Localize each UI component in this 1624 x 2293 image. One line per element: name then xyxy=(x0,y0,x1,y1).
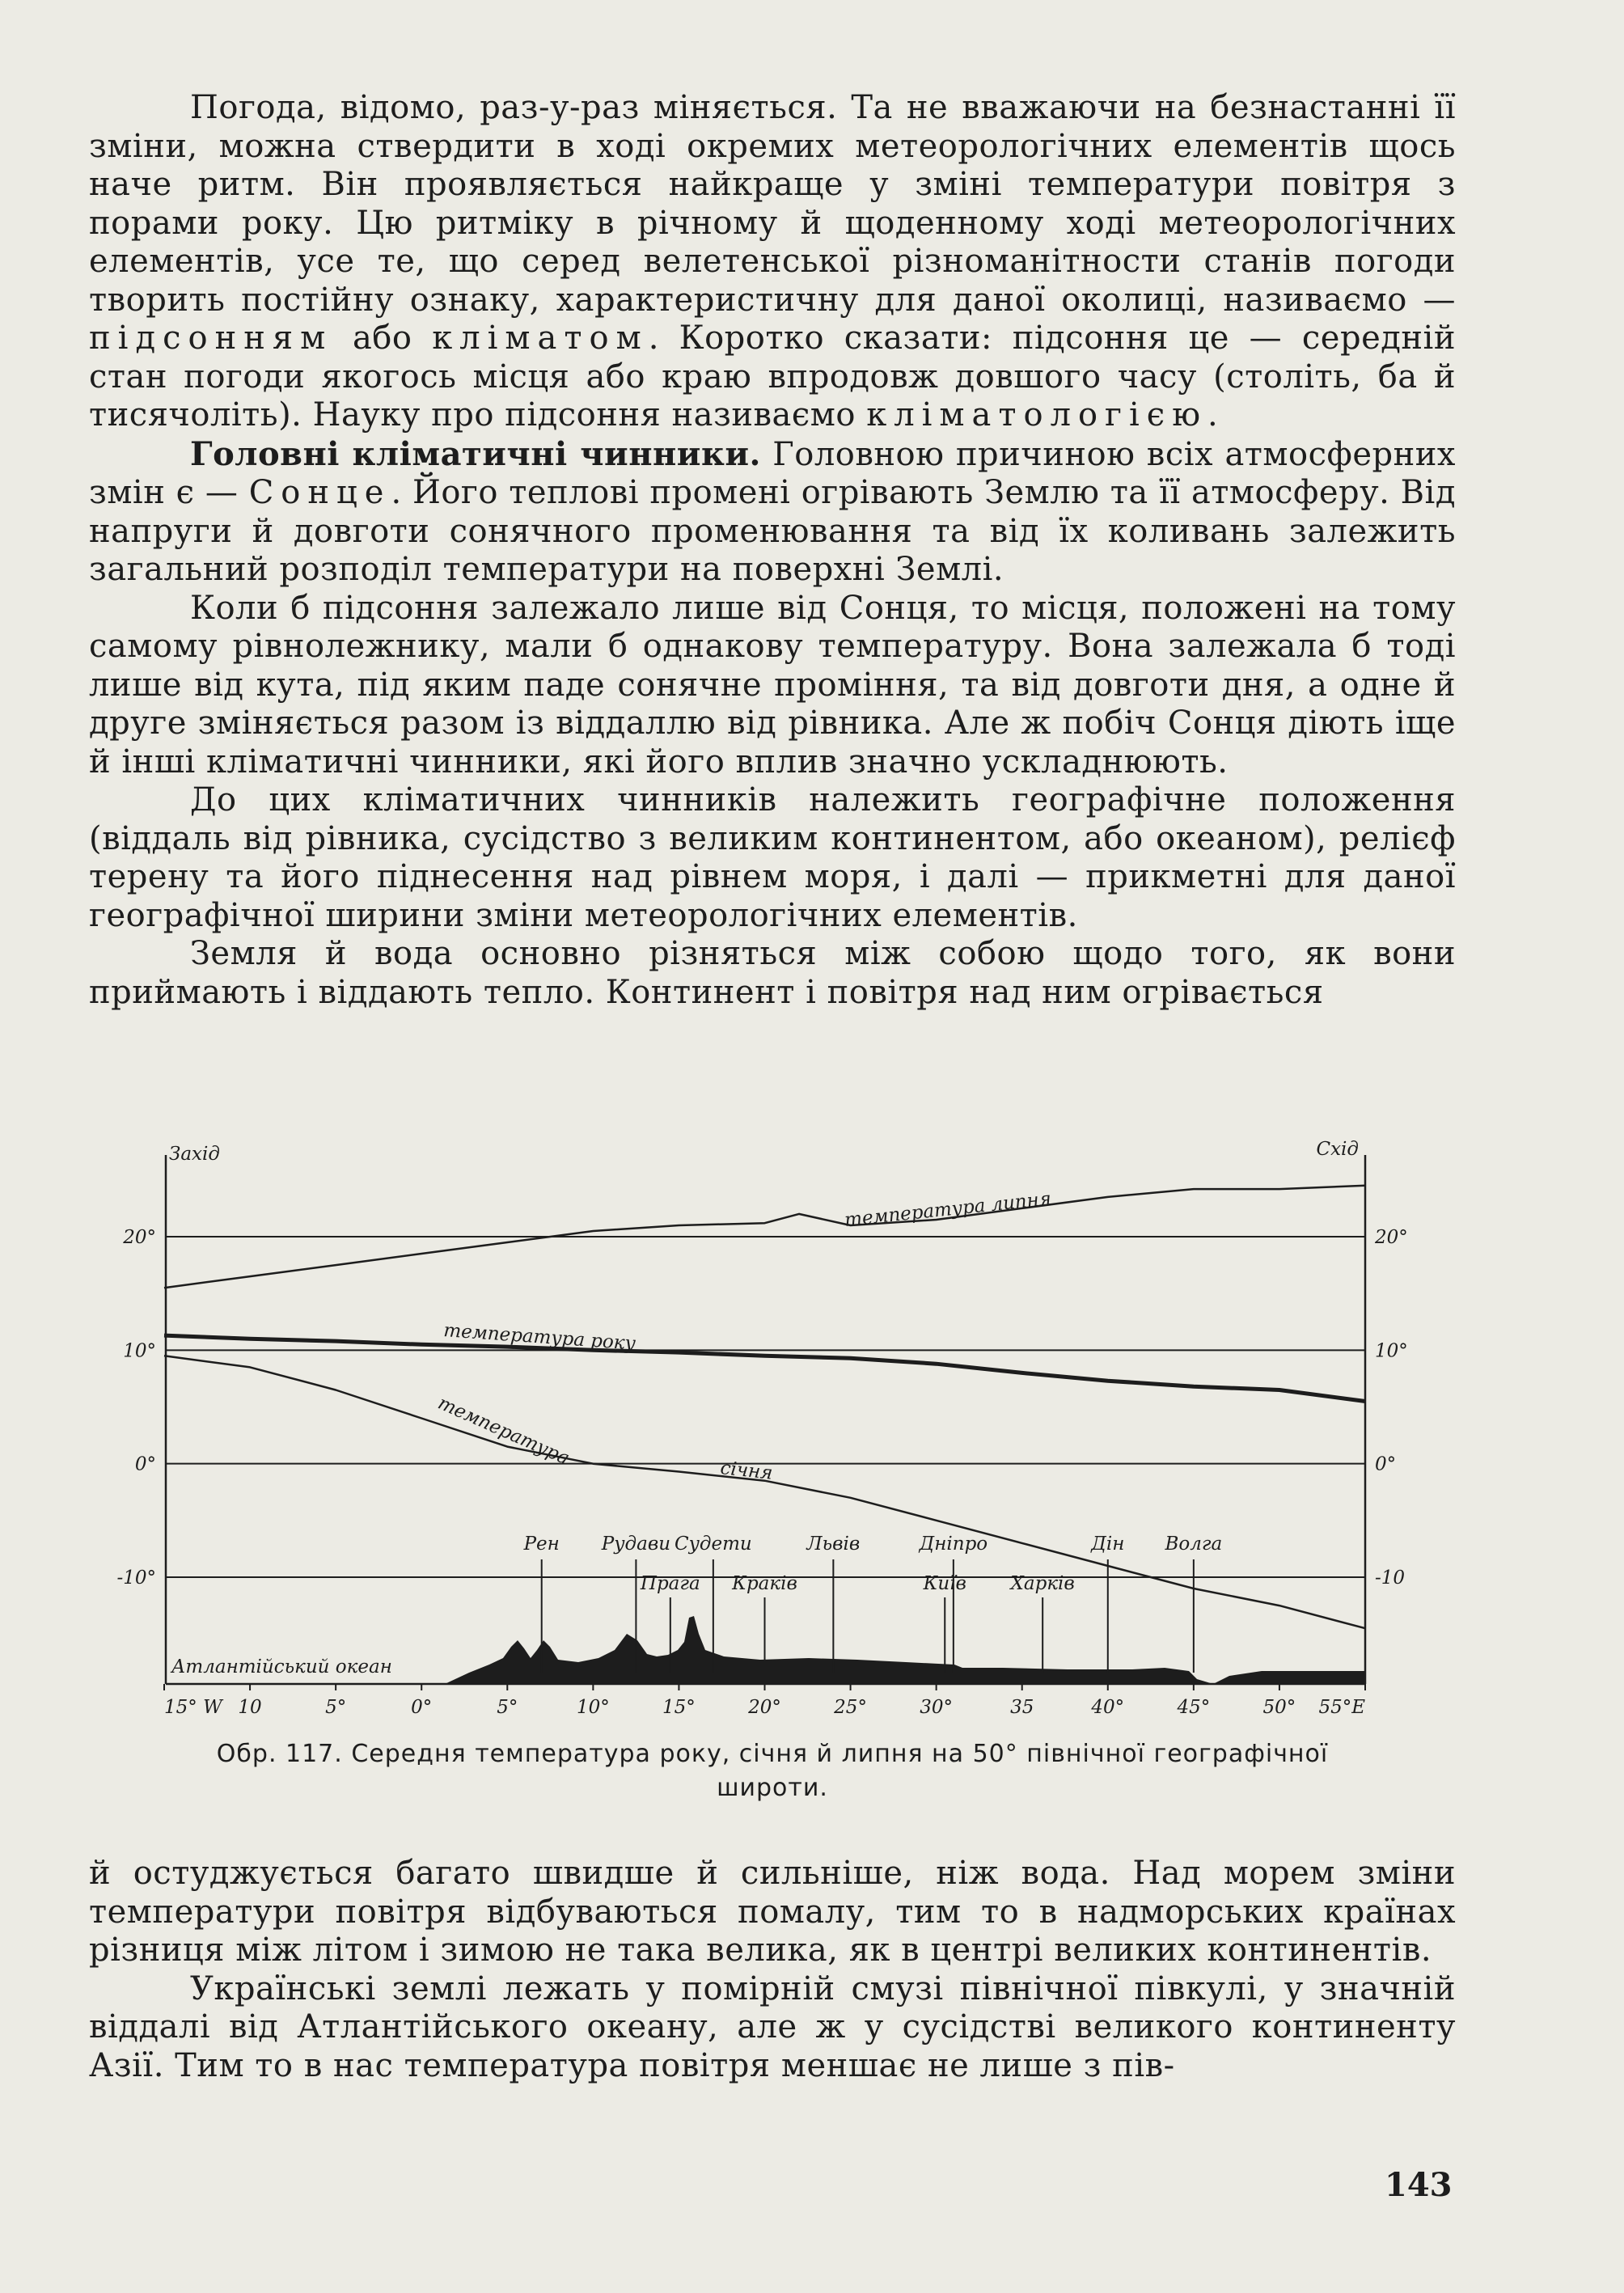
series-label: температура xyxy=(434,1392,573,1470)
body-text-bottom xyxy=(89,1855,1456,2085)
x-tick-label: 5° xyxy=(497,1697,518,1718)
y-tick-label-left: 0° xyxy=(134,1453,156,1475)
series-line xyxy=(164,1335,1365,1401)
place-label: Харків xyxy=(1010,1573,1075,1594)
place-label: Судети xyxy=(674,1534,752,1555)
y-tick-label-right: 20° xyxy=(1375,1227,1408,1248)
paragraph: Коли б підсоння залежало лише від Сонця, то місця, положені на тому самому рівнолежнику, мали б однакову температуру. Вона залежала б тоді лише від кута, під яким паде сонячне проміння, та від довготи дня, а одне й друге зміняється разом із віддаллю від рівника. Але ж побіч Сонця діють іще й інші кліматичні чинники, які його вплив значно ускладнюють. xyxy=(89,589,1456,781)
ocean-label: Атлантійський океан xyxy=(171,1656,392,1677)
x-tick-label: 15° W xyxy=(164,1697,222,1718)
terrain-profile xyxy=(445,1616,1365,1684)
y-tick-label-left: -10° xyxy=(116,1567,156,1589)
place-label: Рен xyxy=(523,1534,560,1555)
y-tick-label-right: -10 xyxy=(1375,1567,1406,1589)
paragraph: Земля й вода основно різняться між собою щодо того, як вони приймають і віддають тепло. Континент і повітря над ним огрівається xyxy=(89,935,1456,1011)
x-tick-label: 45° xyxy=(1177,1697,1211,1718)
x-tick-label: 5° xyxy=(325,1697,347,1718)
figure-caption xyxy=(89,1737,1456,1805)
term: кліматом xyxy=(432,319,649,357)
place-label: Рудави xyxy=(601,1534,671,1555)
y-tick-label-right: 10° xyxy=(1375,1340,1408,1362)
paragraph: Українські землі лежать у помірній смузі північної півкулі, у значній віддалі від Атлантійського океану, але ж у сусідстві великого континенту Азії. Тим то в нас температура повітря меншає не лише з пів- xyxy=(89,1969,1456,2084)
caption-line: широти. xyxy=(717,1774,828,1802)
series-label: температура липня xyxy=(843,1188,1053,1231)
place-label: Дніпро xyxy=(919,1534,988,1555)
x-tick-label: 40° xyxy=(1091,1697,1125,1718)
x-tick-label: 30° xyxy=(920,1697,954,1718)
place-label: Волга xyxy=(1165,1534,1223,1555)
x-tick-label: 10° xyxy=(576,1697,610,1718)
term: кліматологією xyxy=(866,396,1208,434)
series-label: січня xyxy=(719,1457,774,1484)
x-tick-label: 55°E xyxy=(1318,1697,1365,1718)
caption-line: Обр. 117. Середня температура року, січня й липня на 50° північної географічної xyxy=(216,1740,1329,1768)
place-label: Прага xyxy=(640,1573,700,1594)
paragraph: До цих кліматичних чинників належить географічне положення (віддаль від рівника, сусідство з великим континентом, або океаном), релієф терену та його піднесення над рівнем моря, і далі — прикметні для даної географічної ширини зміни метеорологічних елементів. xyxy=(89,781,1456,934)
place-label: Дін xyxy=(1091,1534,1125,1555)
section-heading: Головні кліматичні чинники. xyxy=(190,434,761,473)
y-tick-label-right: 0° xyxy=(1375,1453,1397,1475)
x-tick-label: 25° xyxy=(834,1697,867,1718)
x-tick-label: 15° xyxy=(662,1697,696,1718)
west-label: Захід xyxy=(169,1144,220,1165)
place-label: Краків xyxy=(732,1573,797,1594)
term: Сонце xyxy=(248,474,391,511)
paragraph: Погода, відомо, раз-у-раз міняється. Та не вважаючи на безнастанні її зміни, можна ствердити в ході окремих метеорологічних елементів щось наче ритм. Він проявляється найкраще у зміні температури повітря з порами року. Цю ритміку в річному й щоденному ході метеорологічних елементів, усе те, що серед велетенської різноманітности станів погоди творить постійну ознаку, характеристичну для даної околиці, називаємо — підсонням або кліматом. Коротко сказати: підсоння це — середній стан погоди якогось місця або краю впродовж довшого часу (століть, ба й тисячоліть). Науку про підсоння називаємо кліматологією. xyxy=(89,89,1456,434)
x-tick-label: 10 xyxy=(238,1697,262,1718)
x-tick-label: 50° xyxy=(1262,1697,1296,1718)
x-tick-label: 35 xyxy=(1010,1697,1034,1718)
place-label: Львів xyxy=(806,1534,861,1555)
term: підсонням xyxy=(89,319,333,357)
y-tick-label-left: 10° xyxy=(123,1340,156,1362)
y-tick-label-left: 20° xyxy=(123,1227,156,1248)
x-tick-label: 20° xyxy=(748,1697,781,1718)
paragraph: й остуджується багато швидше й сильніше, ніж вода. Над морем зміни температури повітря відбуваються помалу, тим то в надморських країнах різниця між літом і зимою не така велика, як в центрі великих континентів. xyxy=(89,1855,1456,1969)
east-label: Схід xyxy=(1316,1139,1359,1160)
paragraph: Головні кліматичні чинники. Головною причиною всіх атмосферних змін є — Сонце. Його теплові промені огрівають Землю та її атмосферу. Від напруги й довготи сонячного променювання та від їх коливань залежить загальний розподіл температури на поверхні Землі. xyxy=(89,434,1456,588)
page-number: 143 xyxy=(1385,2166,1453,2204)
series-label: температура року xyxy=(442,1320,636,1355)
x-tick-label: 0° xyxy=(411,1697,433,1718)
place-label: Київ xyxy=(923,1573,966,1594)
